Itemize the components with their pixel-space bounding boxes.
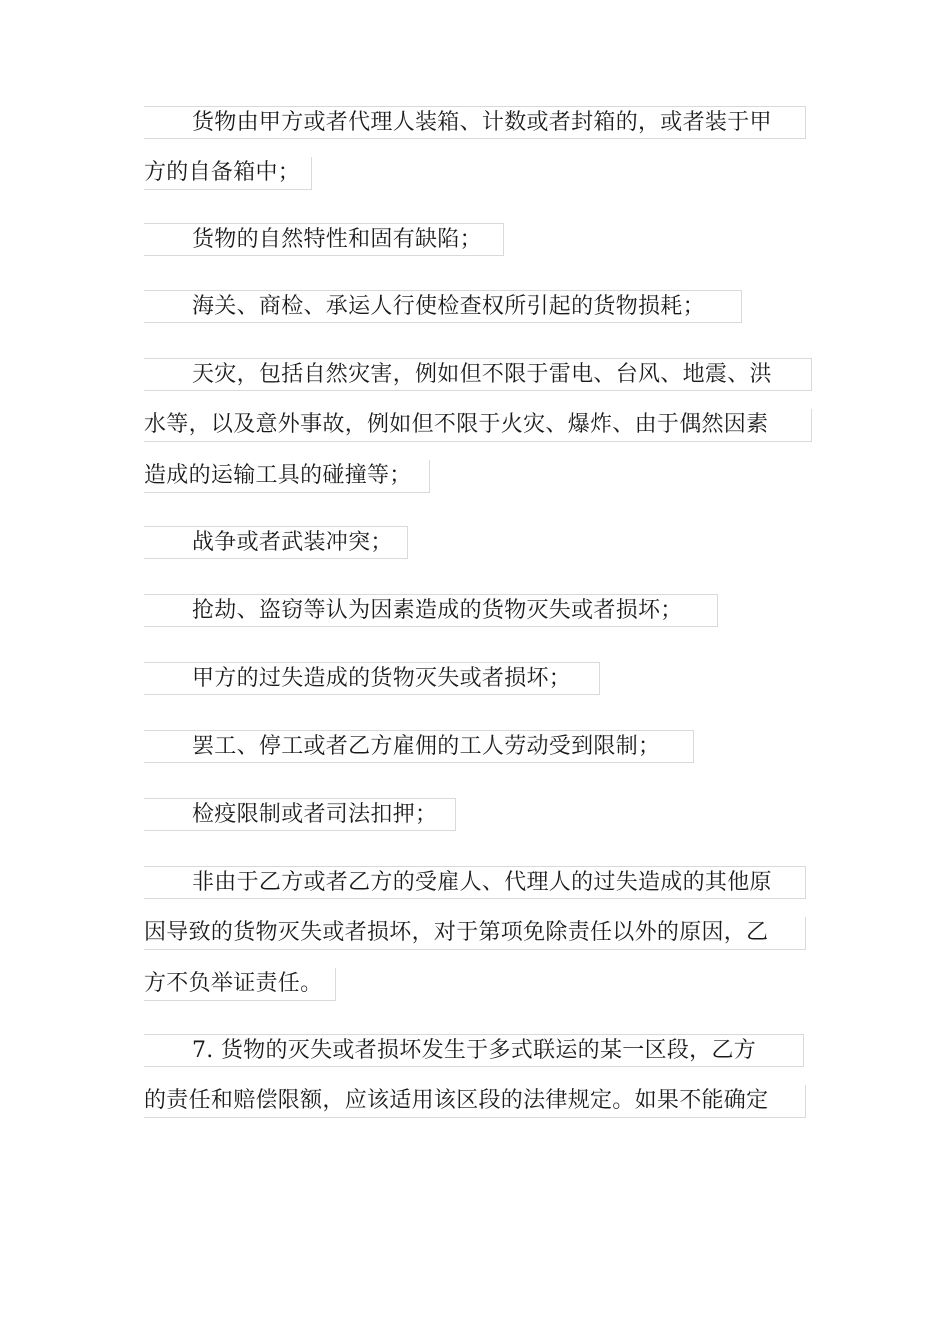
paragraph-1 xyxy=(144,106,806,190)
paragraph-9 xyxy=(144,798,456,831)
paragraph-line: 水等，以及意外事故，例如但不限于火灾、爆炸、由于偶然因素 xyxy=(144,409,812,442)
paragraph-2 xyxy=(144,223,504,256)
paragraph-line: 抢劫、盗窃等认为因素造成的货物灭失或者损坏； xyxy=(144,594,718,627)
paragraph-line: 海关、商检、承运人行使检查权所引起的货物损耗； xyxy=(144,290,742,323)
paragraph-3 xyxy=(144,290,742,323)
paragraph-line: 检疫限制或者司法扣押； xyxy=(144,798,456,831)
paragraph-line: 造成的运输工具的碰撞等； xyxy=(144,460,430,493)
paragraph-line: 货物由甲方或者代理人装箱、计数或者封箱的，或者装于甲 xyxy=(144,106,806,139)
paragraph-line: 方的自备箱中； xyxy=(144,157,312,190)
paragraph-line: 的责任和赔偿限额，应该适用该区段的法律规定。如果不能确定 xyxy=(144,1085,806,1118)
paragraph-6 xyxy=(144,594,718,627)
paragraph-line: 甲方的过失造成的货物灭失或者损坏； xyxy=(144,662,600,695)
paragraph-4 xyxy=(144,358,812,493)
paragraph-line: 天灾，包括自然灾害，例如但不限于雷电、台风、地震、洪 xyxy=(144,358,812,391)
paragraph-8 xyxy=(144,730,694,763)
paragraph-line: 货物的自然特性和固有缺陷； xyxy=(144,223,504,256)
paragraph-10 xyxy=(144,866,806,1001)
paragraph-line: 7. 货物的灭失或者损坏发生于多式联运的某一区段，乙方 xyxy=(144,1034,804,1067)
paragraph-7 xyxy=(144,662,600,695)
paragraph-line: 罢工、停工或者乙方雇佣的工人劳动受到限制； xyxy=(144,730,694,763)
paragraph-11 xyxy=(144,1034,806,1118)
paragraph-line: 方不负举证责任。 xyxy=(144,968,336,1001)
paragraph-line: 因导致的货物灭失或者损坏，对于第项免除责任以外的原因，乙 xyxy=(144,917,806,950)
paragraph-5 xyxy=(144,526,408,559)
paragraph-line: 非由于乙方或者乙方的受雇人、代理人的过失造成的其他原 xyxy=(144,866,806,899)
paragraph-line: 战争或者武装冲突； xyxy=(144,526,408,559)
